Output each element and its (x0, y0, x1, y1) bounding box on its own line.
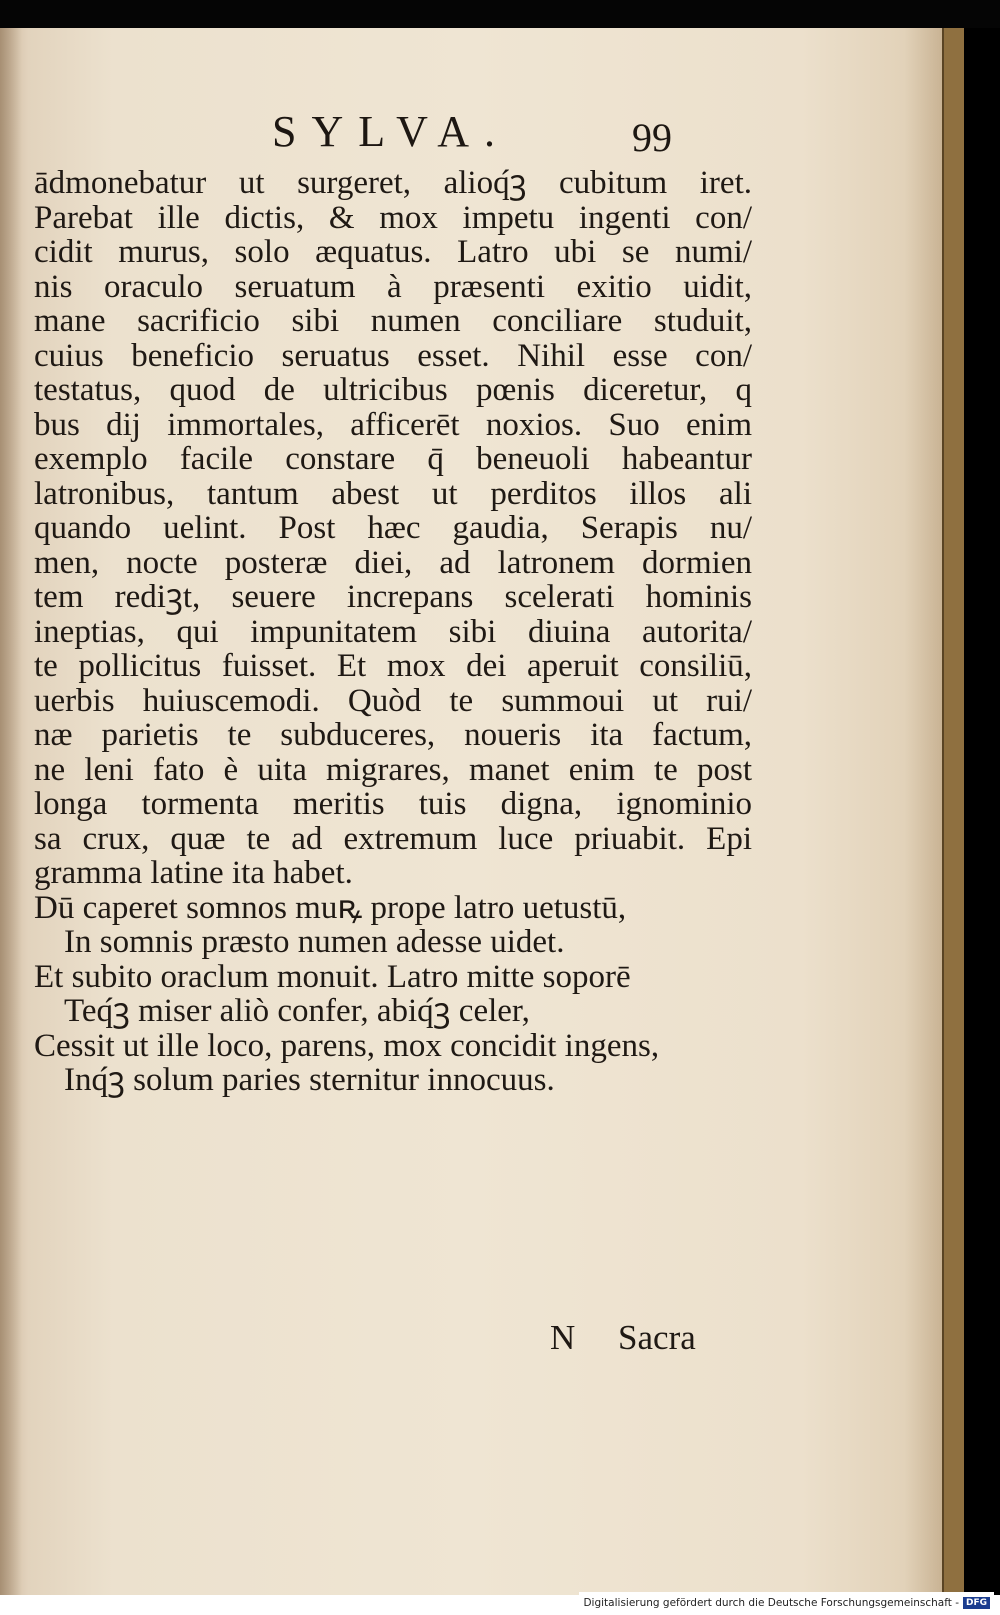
text-line: cuius beneficio seruatus esset. Nihil esse con/ (34, 338, 752, 373)
credit-text: Digitalisierung gefördert durch die Deutsche Forschungsgemeinschaft - (583, 1597, 959, 1609)
text-line: quando uelint. Post hæc gaudia, Serapis nu/ (34, 511, 752, 546)
text-line: ne leni fato è uita migrares, manet enim te post (34, 752, 752, 787)
body-text (34, 166, 752, 1098)
text-line: cidit murus, solo æquatus. Latro ubi se numi/ (34, 235, 752, 270)
signature-mark: N (550, 1318, 576, 1357)
text-line: latronibus, tantum abest ut perditos illos ali (34, 476, 752, 511)
text-line: longa tormenta meritis tuis digna, ignominio (34, 787, 752, 822)
epigram-line: Dū caperet somnos muꝶ prope latro uetustū, (34, 889, 627, 926)
text-line: testatus, quod de ultricibus pœnis diceretur, q (34, 373, 752, 408)
text-line: næ parietis te subduceres, noueris ita factum, (34, 718, 752, 753)
page-header (0, 106, 942, 166)
text-line: men, nocte posteræ diei, ad latronem dormien (34, 545, 752, 580)
scan-page-edge (942, 28, 964, 1595)
dfg-logo-icon: DFG (963, 1597, 990, 1609)
text-line: ineptias, qui impunitatem sibi diuina autorita/ (34, 614, 752, 649)
epigram-line: Teq́ꝫ miser aliò confer, abiq́ꝫ celer, (64, 993, 530, 1029)
scan-top-border (0, 0, 1000, 28)
text-line: sa crux, quæ te ad extremum luce priuabit. Epi (34, 821, 752, 856)
running-head: SYLVA. (272, 107, 510, 156)
text-line: nis oraculo seruatum à præsenti exitio uidit, (34, 269, 752, 304)
epigram-line: In somnis præsto numen adesse uidet. (64, 924, 565, 960)
text-line: tem rediꝫt, seuere increpans scelerati hominis (34, 580, 752, 615)
text-line: bus dij immortales, afficerēt noxios. Suo enim (34, 407, 752, 442)
page-footer-catchline (550, 1318, 750, 1358)
digitization-credit (579, 1592, 994, 1614)
text-line: te pollicitus fuisset. Et mox dei aperuit consiliū, (34, 649, 752, 684)
text-line: uerbis huiuscemodi. Quòd te summoui ut rui/ (34, 683, 752, 718)
text-line: mane sacrificio sibi numen conciliare studuit, (34, 304, 752, 339)
book-page (0, 28, 942, 1595)
epigram-line: Inq́ꝫ solum paries sternitur innocuus. (64, 1062, 555, 1098)
folio-number: 99 (632, 115, 672, 160)
text-line: gramma latine ita habet. (34, 856, 353, 891)
epigram-line: Et subito oraclum monuit. Latro mitte soporē (34, 958, 631, 995)
catchword: Sacra (618, 1318, 696, 1357)
epigram-line: Cessit ut ille loco, parens, mox concidit ingens, (34, 1027, 660, 1064)
text-line: exemplo facile constare q̄ beneuoli habeantur (34, 442, 752, 477)
gutter-shadow (0, 28, 22, 1595)
text-line: Parebat ille dictis, & mox impetu ingenti con/ (34, 200, 752, 235)
text-line: ādmonebatur ut surgeret, alioq́ꝫ cubitum iret. (34, 166, 752, 201)
